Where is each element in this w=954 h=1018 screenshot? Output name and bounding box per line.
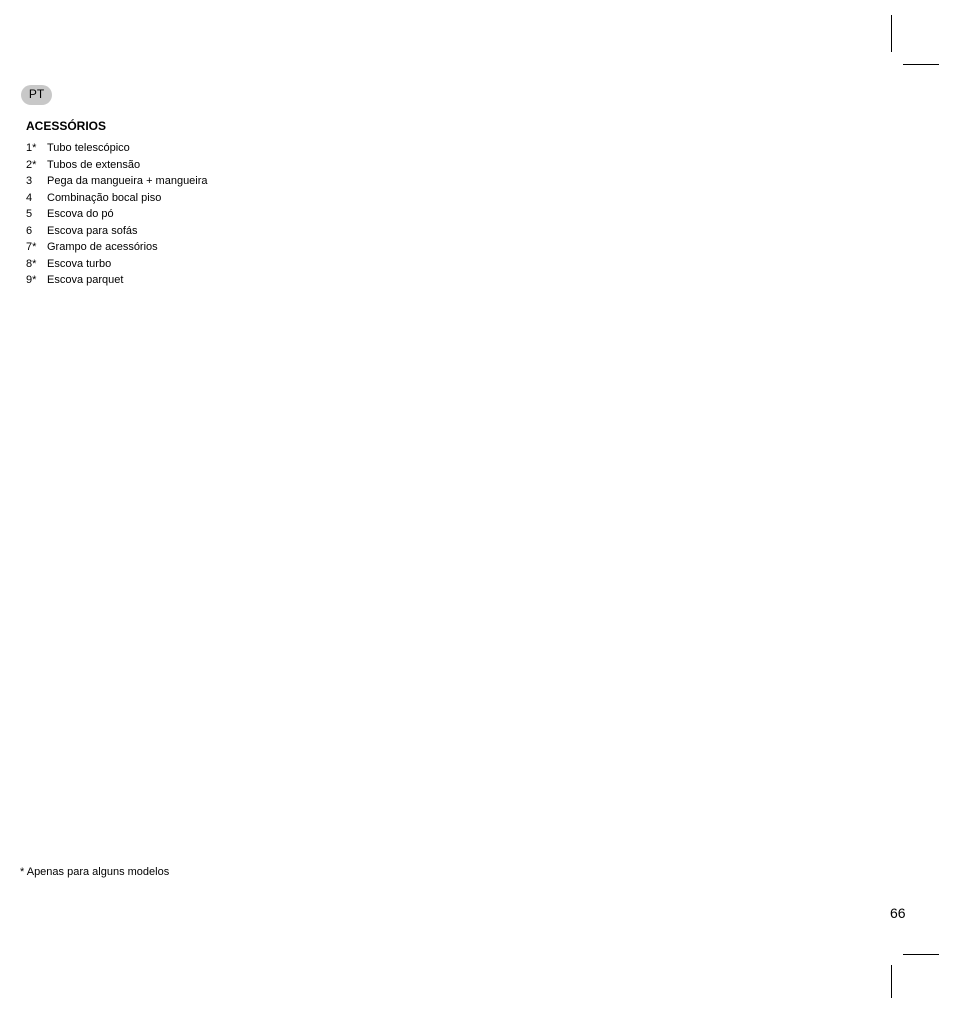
- list-item: [26, 273, 208, 290]
- list-item: [26, 174, 208, 191]
- item-name: Combinação bocal piso: [47, 191, 162, 204]
- item-number: 1*: [26, 142, 37, 154]
- item-number: 5: [26, 208, 33, 220]
- list-item: [26, 240, 208, 257]
- list-item: [26, 158, 208, 175]
- item-name: Tubos de extensão: [47, 158, 141, 171]
- item-name: Escova do pó: [47, 208, 114, 220]
- list-item: [26, 224, 208, 241]
- item-name: Pega da mangueira + mangueira: [47, 175, 208, 187]
- item-number: 9*: [26, 274, 37, 286]
- list-item: [26, 141, 208, 158]
- item-number: 3: [26, 175, 33, 187]
- list-item: [26, 257, 208, 274]
- accessories-list: [26, 141, 208, 290]
- crop-mark-top-vertical: [891, 15, 892, 52]
- item-number: 8*: [26, 257, 37, 270]
- list-item: [26, 191, 208, 208]
- item-name: Escova turbo: [47, 257, 112, 270]
- item-name: Escova para sofás: [47, 224, 138, 237]
- language-badge: PT: [21, 85, 52, 105]
- item-number: 6: [26, 224, 33, 237]
- footnote: * Apenas para alguns modelos: [20, 866, 170, 878]
- item-number: 2*: [26, 158, 37, 171]
- item-number: 7*: [26, 241, 37, 253]
- item-name: Escova parquet: [47, 274, 124, 286]
- item-name: Tubo telescópico: [47, 142, 130, 154]
- crop-mark-bottom-vertical: [891, 965, 892, 998]
- item-number: 4: [26, 191, 33, 204]
- item-name: Grampo de acessórios: [47, 241, 158, 253]
- list-item: [26, 207, 208, 224]
- page-number: 66: [890, 905, 906, 921]
- crop-mark-top-horizontal: [903, 64, 939, 65]
- crop-mark-bottom-horizontal: [903, 954, 939, 955]
- section-title: ACESSÓRIOS: [26, 119, 107, 133]
